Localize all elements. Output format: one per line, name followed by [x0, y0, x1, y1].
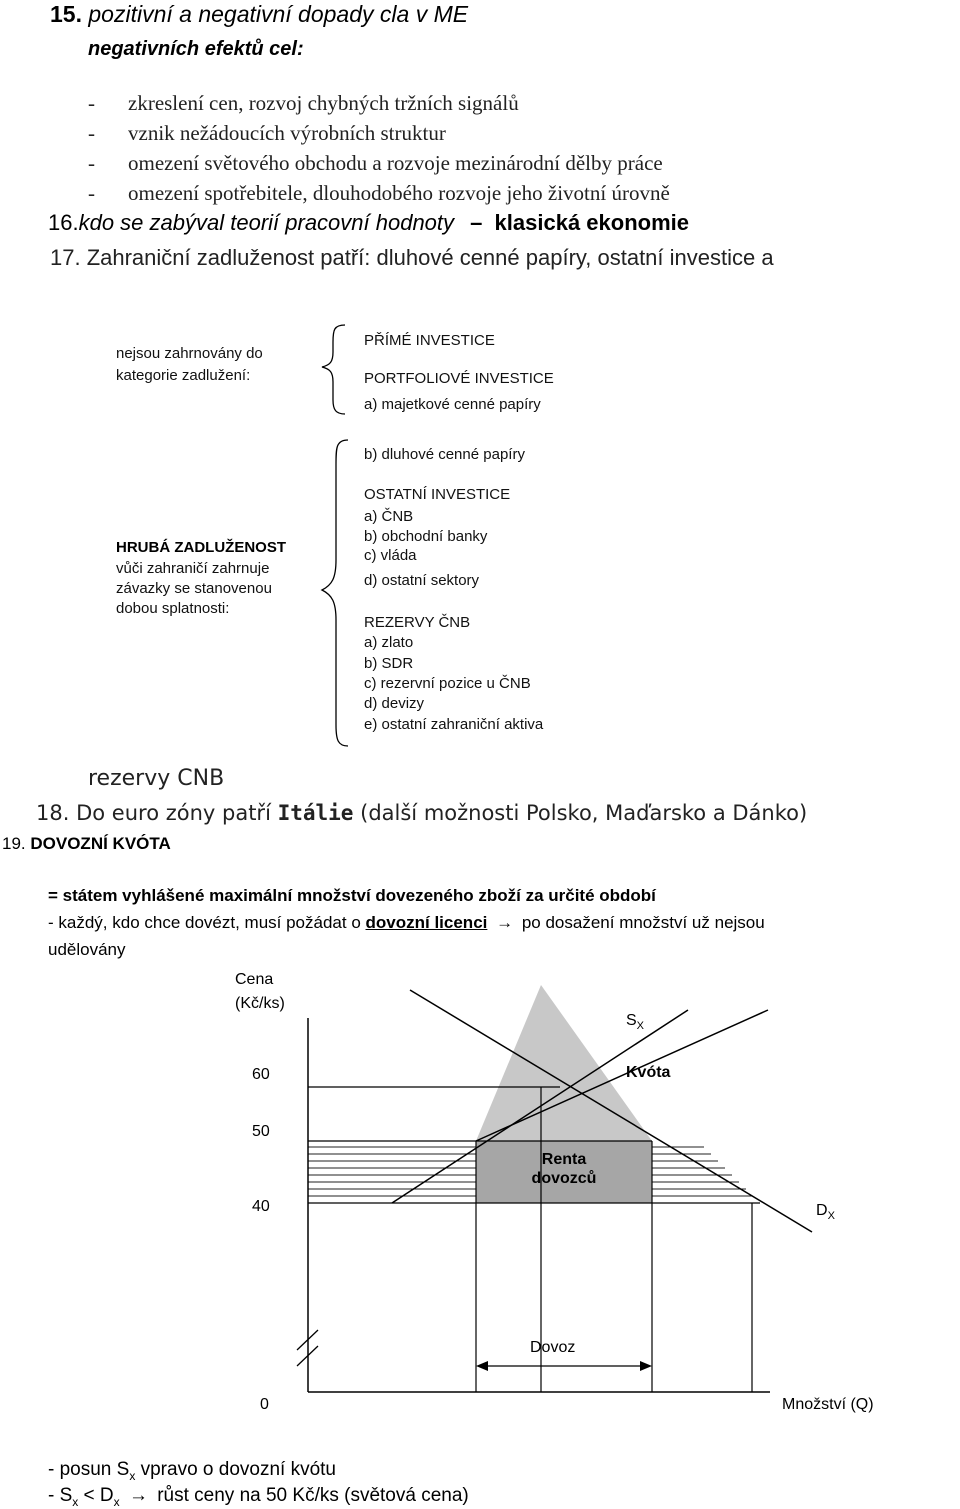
- q16-dash: –: [470, 210, 483, 235]
- q19-line2-before: - každý, kdo chce dovézt, musí požádat o: [48, 913, 361, 932]
- bullet-item: - omezení světového obchodu a rozvoje mezinárodní dělby práce: [88, 151, 663, 175]
- q16-number: 16.: [48, 210, 79, 235]
- q17-line: 17. Zahraniční zadluženost patří: dluhové cenné papíry, ostatní investice a: [50, 245, 774, 270]
- bullet-text: omezení světového obchodu a rozvoje mezinárodní dělby práce: [128, 151, 663, 175]
- demand-label: $D_X$: [816, 1202, 835, 1223]
- diagram-item: PORTFOLIOVÉ INVESTICE: [364, 370, 554, 387]
- diagram-item: PŘÍMÉ INVESTICE: [364, 332, 495, 349]
- diagram-left-top-line1: nejsou zahrnovány do: [116, 345, 263, 362]
- diagram-gross-debt-title: HRUBÁ ZADLUŽENOST: [116, 539, 286, 556]
- diagram-item: c) rezervní pozice u ČNB: [364, 675, 531, 692]
- q15-number: 15.: [50, 1, 82, 27]
- q19-number: 19.: [2, 834, 26, 853]
- arrow-right-icon: →: [496, 913, 514, 932]
- q15-subheading: negativních efektů cel:: [88, 38, 304, 60]
- bullet-text: vznik nežádoucích výrobních struktur: [128, 121, 446, 145]
- arrow-right-icon: [640, 1361, 652, 1371]
- diagram-left-bottom-line1: vůči zahraničí zahrnuje: [116, 560, 270, 577]
- quota-triangle: [476, 985, 652, 1141]
- supply-label: $S_X$: [626, 1012, 645, 1033]
- bullet-text: zkreslení cen, rozvoj chybných tržních signálů: [128, 91, 519, 115]
- diagram-item: c) vláda: [364, 547, 417, 564]
- q19-definition: = státem vyhlášené maximální množství dovezeného zboží za určité období: [48, 886, 656, 905]
- import-label: Dovoz: [530, 1339, 576, 1356]
- diagram-item: b) dluhové cenné papíry: [364, 446, 525, 463]
- brace-bottom: [322, 440, 348, 746]
- diagram-item: b) obchodní banky: [364, 528, 488, 545]
- bullet-text: omezení spotřebitele, dlouhodobého rozvoje jeho životní úrovně: [128, 181, 670, 205]
- y-axis-label-line2: (Kč/ks): [235, 995, 285, 1012]
- arrow-right-icon: →: [128, 1485, 148, 1506]
- import-license-link: dovozní licenci: [365, 913, 488, 932]
- q18-number: 18.: [36, 801, 70, 825]
- arrow-left-icon: [476, 1361, 488, 1371]
- bullet-item: - zkreslení cen, rozvoj chybných tržních signálů: [88, 91, 519, 115]
- y-axis-label-line1: Cena: [235, 971, 274, 988]
- rent-label-line1: Renta: [541, 1151, 587, 1168]
- brace-top: [322, 325, 345, 414]
- q15-title: pozitivní a negativní dopady cla v ME: [88, 1, 469, 27]
- q19-line3: udělovány: [48, 940, 126, 959]
- y-tick-60: 60: [252, 1066, 270, 1083]
- q18-bold: Itálie: [277, 801, 354, 825]
- diagram-item: d) ostatní sektory: [364, 572, 480, 589]
- y-tick-40: 40: [252, 1198, 270, 1215]
- note-line1: - posun $S_x$ vpravo o dovozní kvótu: [48, 1459, 336, 1483]
- rent-label-line2: dovozců: [531, 1170, 597, 1187]
- diagram-item: a) ČNB: [364, 508, 414, 525]
- q16-answer: klasická ekonomie: [494, 210, 689, 235]
- q19-line2-after: po dosažení množství už nejsou: [521, 913, 765, 932]
- diagram-left-bottom-line2: závazky se stanovenou: [116, 580, 272, 597]
- bullet-item: - omezení spotřebitele, dlouhodobého rozvoje jeho životní úrovně: [88, 181, 670, 205]
- diagram-item: a) zlato: [364, 634, 414, 651]
- q18-text-before: Do euro zóny patří: [76, 801, 271, 825]
- y-tick-50: 50: [252, 1123, 270, 1140]
- note-line2: - $S_x < D_x$ → růst ceny na 50 Kč/ks (světová cena): [48, 1485, 469, 1509]
- q18-text-after: (další možnosti Polsko, Maďarsko a Dánko): [360, 801, 808, 825]
- diagram-left-bottom-line3: dobou splatnosti:: [116, 600, 230, 617]
- q19-title: DOVOZNÍ KVÓTA: [30, 834, 171, 853]
- quota-label: Kvóta: [626, 1064, 671, 1081]
- origin-label: 0: [260, 1396, 269, 1413]
- diagram-item: b) SDR: [364, 655, 414, 672]
- q16-question: kdo se zabýval teorií pracovní hodnoty: [78, 210, 455, 235]
- x-axis-label: Množství (Q): [782, 1396, 874, 1413]
- diagram-item: e) ostatní zahraniční aktiva: [364, 716, 544, 733]
- q17-tail: rezervy CNB: [88, 766, 225, 791]
- diagram-item: OSTATNÍ INVESTICE: [364, 486, 511, 503]
- bullet-item: - vznik nežádoucích výrobních struktur: [88, 121, 446, 145]
- diagram-item: d) devizy: [364, 695, 425, 712]
- diagram-item: a) majetkové cenné papíry: [364, 396, 541, 413]
- diagram-left-top-line2: kategorie zadlužení:: [116, 367, 251, 384]
- diagram-item: REZERVY ČNB: [364, 614, 471, 631]
